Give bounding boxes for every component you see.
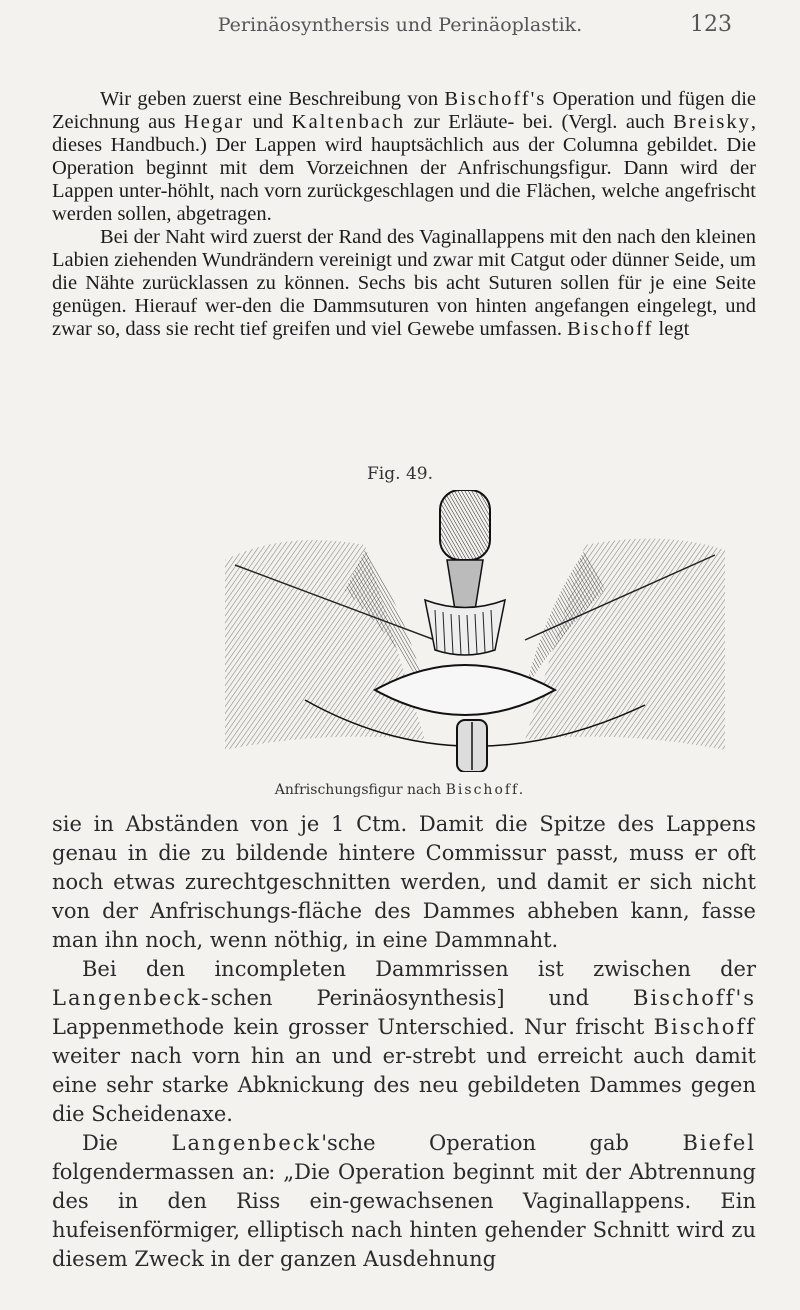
paragraph: Wir geben zuerst eine Beschreibung von Bischoff's Operation und fügen die Zeichnung aus Hegar und Kaltenbach zur Erläute- bei. (Vergl. auch Breisky, dieses Handbuch.) Der Lappen wird hauptsächlich aus der Columna gebildet. Die Operation beginnt mit dem Vorzeichnen der Anfrischungsfigur. Dann wird der Lappen unter-höhlt, nach vorn zurückgeschlagen und die Flächen, welche angefrischt werden sollen, abgetragen. xyxy=(52,88,757,225)
body-text xyxy=(52,810,756,1274)
anatomical-illustration xyxy=(225,490,725,772)
figure-label: Fig. 49. xyxy=(367,464,433,484)
figure-caption: Anfrischungsfigur nach Bischoff. xyxy=(274,782,526,798)
running-title: Perinäosynthersis und Perinäoplastik. xyxy=(217,14,583,36)
paragraph: Die Langenbeck'sche Operation gab Biefel folgendermassen an: „Die Operation beginnt mit der Abtrennung des in den Riss ein-gewachsenen Vaginallappens. Ein hufeisenförmiger, elliptisch nach hinten gehender Schnitt wird zu diesem Zweck in der ganzen Ausdehnung xyxy=(52,1131,756,1271)
paragraph: sie in Abständen von je 1 Ctm. Damit die Spitze des Lappens genau in die zu bildende hintere Commissur passt, muss er oft noch etwas zurechtgeschnitten werden, und damit er sich nicht von der Anfrischungs-fläche des Dammes abheben kann, fasse man ihn noch, wenn nöthig, in eine Dammnaht. xyxy=(52,812,756,952)
page-number: 123 xyxy=(690,12,732,37)
paragraph: Bei den incompleten Dammrissen ist zwischen der Langenbeck-schen Perinäosynthesis] und Bischoff's Lappenmethode kein grosser Unterschied. Nur frischt Bischoff weiter nach vorn hin an und er-strebt und erreicht auch damit eine sehr starke Abknickung des neu gebildeten Dammes gegen die Scheidenaxe. xyxy=(52,957,756,1126)
intro-text xyxy=(52,88,756,341)
paragraph: Bei der Naht wird zuerst der Rand des Vaginallappens mit den nach den kleinen Labien ziehenden Wundrändern vereinigt und zwar mit Catgut oder dünner Seide, um die Nähte zurücklassen zu können. Sechs bis acht Suturen sollen für je eine Seite genügen. Hierauf wer-den die Dammsuturen von hinten angefangen eingelegt, und zwar so, dass sie recht tief greifen und viel Gewebe umfassen. Bischoff legt xyxy=(52,226,756,340)
